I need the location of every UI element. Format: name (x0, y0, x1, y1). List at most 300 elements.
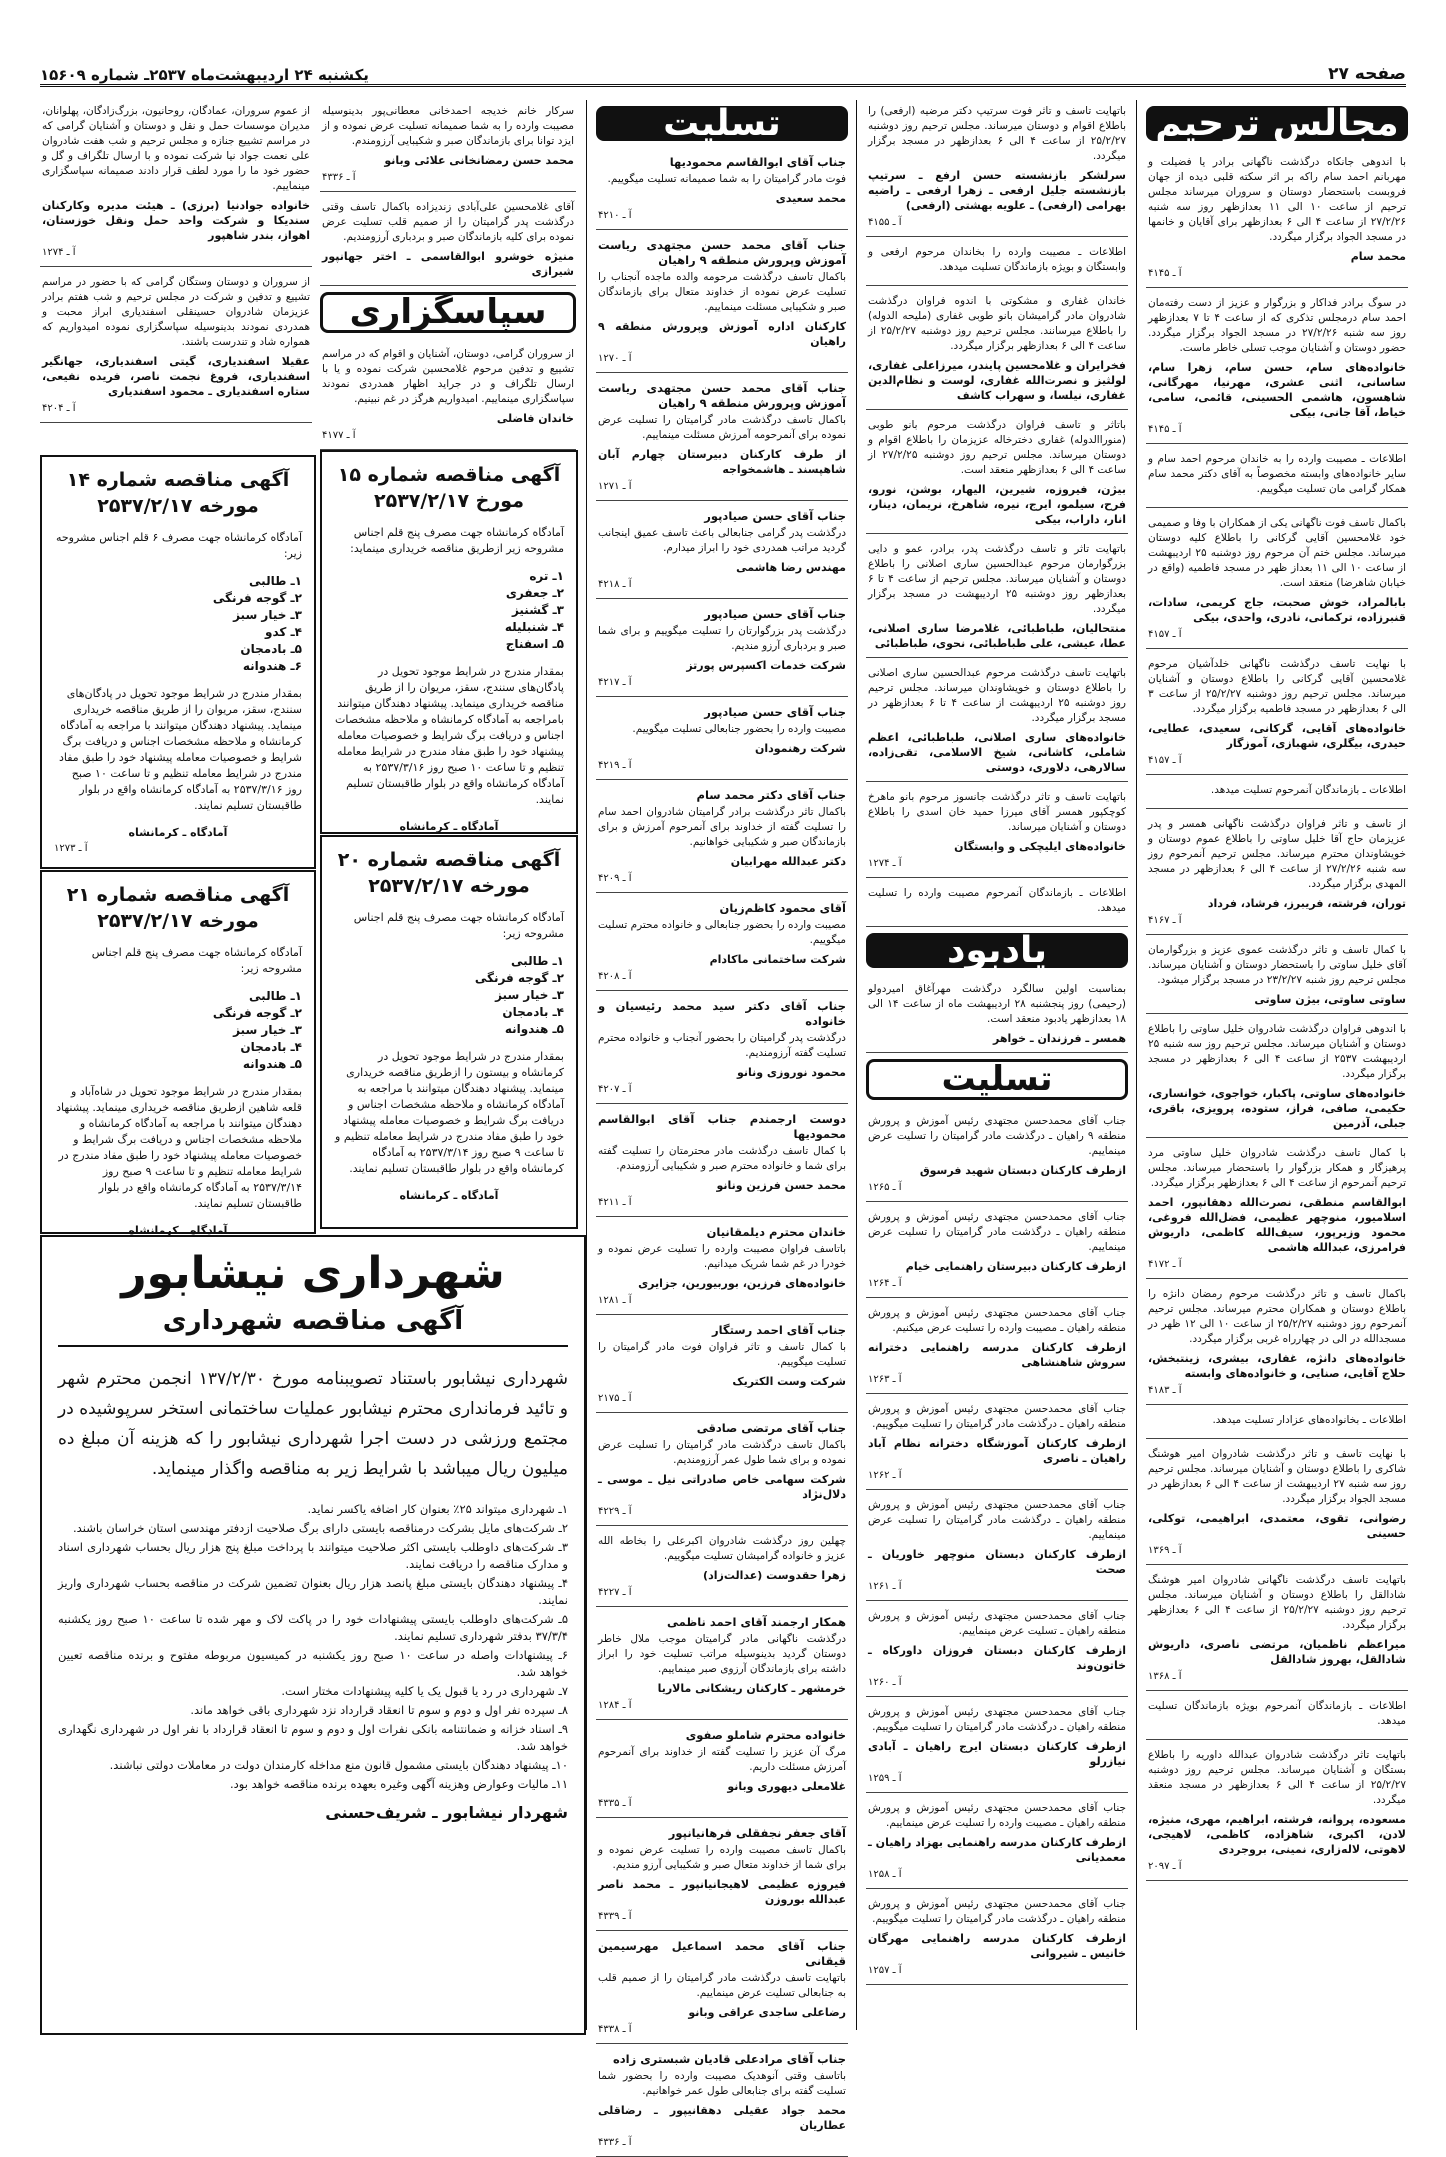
notice-code: آ ـ ۲۰۹۷ (1148, 1861, 1182, 1872)
notice-text: جناب آقای محمدحسن مجتهدی رئیس آموزش و پرورش منطقه راهیان ـ درگذشت مادر گرامیتان را تسلیت میگوییم. (868, 1403, 1126, 1430)
notice-code: آ ـ ۴۲۰۸ (598, 971, 632, 982)
notice (40, 271, 312, 423)
notice-signature: محمد حسن فرزین ونانو (716, 1179, 846, 1192)
notice-code: آ ـ ۱۲۷۴ (868, 858, 902, 869)
notice (320, 100, 576, 192)
notice-signature: محمد جواد عقیلی دهقانیپور ـ رضاقلی عطاریان (598, 2104, 846, 2132)
tender-title: آگهی مناقصه شماره ۲۱ (66, 884, 290, 906)
notice (866, 241, 1128, 286)
notice-addressee: جناب آقای مرتضی صادقی (696, 1421, 846, 1435)
notice (866, 1110, 1128, 1202)
tender-clause: ۱۰ـ پیشنهاد دهندگان بایستی مشمول قانون منع مداخله کارمندان دولت در معاملات دولتی نباشند. (109, 1758, 568, 1772)
notice-signature: محمد حسن رمضانخانی علائی وبانو (384, 154, 574, 167)
notice-code: آ ـ ۴۱۵۷ (1148, 629, 1182, 640)
tender-box-20 (320, 835, 578, 1229)
notice-text: چهلین روز درگذشت شادروان اکبرعلی را بخاطه الله عزیز و خانواده گرامیشان تسلیت میگوییم. (598, 1535, 846, 1562)
column-rule (1136, 100, 1137, 2030)
notice-code: آ ـ ۱۲۷۱ (598, 481, 632, 492)
notice-code: آ ـ ۴۲۱۹ (598, 760, 632, 771)
notice (866, 1797, 1128, 1889)
tender-item: ۵ـ هندوانه (242, 1057, 302, 1071)
notice-signature: رضوانی، تقوی، معتمدی، ابراهیمی، توکلی، حسینی (1148, 1512, 1406, 1540)
tender-clause: ۴ـ پیشنهاد دهندگان بایستی مبلغ پانصد هزار ریال بعنوان تضمین شرکت در مناقصه بحساب شهرداری واریز نمایند. (58, 1576, 568, 1607)
notice-code: آ ـ ۴۲۱۷ (598, 677, 632, 688)
notice (1146, 1569, 1408, 1691)
notice-text: با اندوهی جانکاه درگذشت ناگهانی برادر یا فضیلت و مهربانم احمد سام راکه بر اثر سکته قلبی دیده از جهان فروبست باستحضار دوستان و سروران میرساند مجلس ترحیم از ساعت ۱۰ الی ۱۱ بعدازظهر روز سه شنبه ۲۷/۲/۲۶ از ساعت ۴ الی ۶ بعدازظهر برای آقایان و خانمها در مسجد الجواد برگزار میگردد. (1148, 156, 1407, 243)
notice-signature: شرکت سهامی خاص صادراتی نیل ـ موسی ـ دلال‌نژاد (598, 1473, 846, 1501)
tender-date: مورخ ۲۵۳۷/۲/۱۷ (374, 490, 524, 512)
memorial-notice (866, 978, 1128, 1053)
notice-text: باتاسف فراوان مصیبت وارده را تسلیت عرض نموده و خودرا در غم شما شریک میدانیم. (598, 1243, 846, 1270)
notice (866, 1206, 1128, 1298)
notice-text: با کمال تاسف و تاثر درگذشت عموی عزیز و بزرگوارمان آقای خلیل ساوتی را باستحضار دوستان و آشنایان میرساند. مجلس ترحیم روز شنبه ۲۳/۲/۲۷ در مسجد برگزار میشود. (1148, 944, 1406, 986)
notice-signature: شرکت ساختمانی ماکادام (709, 953, 846, 966)
notice-code: آ ـ ۴۱۸۳ (1148, 1385, 1182, 1396)
tender-title: آگهی مناقصه شماره ۱۵ (337, 464, 561, 486)
notice-code: آ ـ ۴۲۱۰ (598, 210, 632, 221)
notice (1146, 151, 1408, 288)
notice-text: مصیبت وارده را بحضور جنابعالی و خانواده محترم تسلیت میگوییم. (598, 919, 846, 946)
notice-text: باتاسف وقتی آنوهدیک مصیبت وارده را بحضور شما تسلیت گفته برای جنابعالی طول عمر خواهانیم. (598, 2070, 846, 2097)
notice-signature: ازطرف کارکنان مدرسه راهنمایی مهرگان خانیس ـ شیروانی (868, 1932, 1126, 1960)
notice-code: آ ـ ۴۱۴۵ (1148, 268, 1182, 279)
notice-signature: کارکنان اداره آموزش وپرورش منطقه ۹ راهیان (598, 320, 846, 348)
notice-signature: مهندس رضا هاشمی (736, 561, 846, 574)
tender-item: ۳ـ خیار سبز (233, 1023, 302, 1037)
tender-footer: آمادگاه ـ کرمانشاه (399, 1189, 499, 1202)
notice-signature: دکتر عبدالله مهرابیان (730, 855, 846, 868)
tender-intro: آمادگاه کرمانشاه جهت مصرف ۶ قلم اجناس مشروحه زیر: (55, 531, 302, 560)
condolence-list-2 (866, 1110, 1128, 1985)
notice-signature: فخرایران و غلامحسین پایندر، میرزاعلی غفاری، لولثیز و نصرت‌الله غفاری، لوست و نظام‌الدین غفاری، نیلسا، و سهراب کاشف (868, 359, 1126, 402)
tender-footer: آمادگاه ـ کرمانشاه (128, 826, 228, 839)
notice-addressee: آقای محمود کاظم‌زیان (719, 901, 846, 915)
tender-item: ۱ـ طالبی (249, 989, 302, 1003)
column-mourning (866, 100, 1128, 2030)
notice-text: جناب آقای محمدحسن مجتهدی رئیس آموزش و پرورش منطقه راهیان ـ تسلیت عرض مینماییم. (868, 1610, 1126, 1637)
notice (596, 1724, 848, 1818)
notice-code: آ ـ ۱۲۶۰ (868, 1677, 902, 1688)
notice-text: اطلاعات ـ بازماندگان آنمرحوم تسلیت میدهد. (1210, 784, 1406, 796)
tender-title: آگهی مناقصه شماره ۲۰ (337, 849, 561, 871)
notice-text: آقای غلامحسین علی‌آبادی زندیزاده باکمال تاسف وقتی درگذشت پدر گرامیتان را از صمیم قلب تسلیت عرض نموده برای کلیه بازماندگان صبر و بردباری آرزومندیم. (322, 201, 574, 243)
notice-addressee: جناب آقای حسن صیادپور (704, 705, 846, 719)
mourning-list (866, 100, 1128, 927)
tender-item: ۱ـ طالبی (511, 954, 564, 968)
notice-code: آ ـ ۱۲۷۰ (598, 353, 632, 364)
column-rule (586, 100, 587, 2030)
notice-signature: خانواده‌های ساوتی، پاکبار، خواجوی، خوانساری، حکیمی، صافی، فراز، ستوده، پرویزی، باقری، جبلی، آذرمین (1148, 1087, 1406, 1130)
notice-code: آ ـ ۴۲۱۸ (598, 579, 632, 590)
column-thanks (320, 100, 576, 440)
notice-text: از سروران و دوستان وستگان گرامی که با حضور در مراسم تشییع و تدفین و شرکت در مجلس ترحیم و شب هفتم برادر عزیزمان شادروان حسینقلی اسفندیاری ابراز محبت و همدردی نمودند بدینوسیله سپاسگزاری نموده امیدواریم که همواره شاد و تندرست باشند. (42, 276, 310, 348)
notice-addressee: آقای جعفر نجفقلی فرهانیانپور (668, 1826, 846, 1840)
notice-text: اطلاعات ـ مصیبت وارده را بخاندان مرحوم ارفعی و وابستگان و بویژه بازماندگان تسلیت میدهد. (868, 246, 1126, 273)
notice-code: آ ـ ۱۳۶۹ (1148, 1545, 1182, 1556)
notice-addressee: جناب آقای حسن صیادپور (704, 509, 846, 523)
memorial-banner: یادبود (866, 933, 1128, 968)
notice-text: جناب آقای محمدحسن مجتهدی رئیس آموزش و پرورش منطقه راهیان ـ مصیبت وارده را تسلیت عرض میکنیم. (868, 1307, 1126, 1334)
tender-items (54, 573, 302, 675)
notice (1146, 448, 1408, 508)
memorial-text: بمناسبت اولین سالگرد درگذشت مهرآغاق امیردولو (رحیمی) روز پنجشنبه ۲۸ اردیبهشت ماه از ساعت ۱۴ الی ۱۸ بعدازظهر یادبود منعقد است. (868, 983, 1126, 1025)
tender-item: ۵ـ هندوانه (504, 1022, 564, 1036)
notice-text: از تاسف و تاثر فراوان درگذشت ناگهانی همسر و پدر عزیزمان حاج آقا خلیل ساوتی را باطلاع عموم دوستان و خویشاوندان محترم میرساند. مجلس ترحیم آنمرحوم روز سه شنبه ۲۷/۲/۲۶ از ساعت ۴ الی ۶ بعدازظهر در مسجد المهدی برگزار میگردد. (1148, 818, 1406, 890)
notice-code: آ ـ ۴۳۳۶ (322, 172, 356, 183)
notice-text: سرکار خانم خدیجه احمدخانی معطانی‌پور بدینوسیله مصیبت وارده را به شما صمیمانه تسلیت عرض نموده و از ایزد توانا برای بازماندگان صبر و شکیبایی آرزومندم. (322, 105, 574, 147)
notice-text: اطلاعات ـ بازماندگان آنمرحوم بویژه بازماندگان تسلیت میدهد. (1148, 1700, 1406, 1727)
notice-signature: خرمشهر ـ کارکنان ریشکانی مالاریا (657, 1682, 846, 1695)
notice-text: درگذشت ناگهانی مادر گرامیتان موجب ملال خاطر دوستان گردید بدینوسیله مراتب تسلیت خود را ابراز داشته برای بازماندگان آرزوی صبر مینماییم. (598, 1633, 846, 1675)
notice (866, 414, 1128, 534)
tender-clause: ۱ـ شهرداری میتواند ۲۵٪ بعنوان کار اضافه یاکسر نماید. (307, 1502, 568, 1516)
notice (1146, 1744, 1408, 1881)
notice-text: باکمال تاسف درگذشت مادر گرامیتان را تسلیت عرض نموده برای آنمرحومه آمرزش مسئلت مینماییم. (598, 414, 846, 441)
notice-text: باتاثر و تاسف فراوان درگذشت مرحوم بانو طوبی (منوراالدوله) غفاری دخترخاله عزیزمان را باطلاع اقوام و دوستان میرساند. مجلس ترحیم روز دوشنبه ۲۷/۲/۲۵ از ساعت ۴ الی ۶ بعدازظهر منعقد است. (868, 419, 1126, 476)
notice-addressee: خاندان محترم دیلمقانیان (706, 1225, 846, 1239)
column-thanks-2 (40, 100, 312, 440)
tender-item: ۴ـ شنبلیله (504, 620, 564, 634)
tender-item: ۲ـ گوجه فرنگی (212, 1006, 302, 1020)
notice-text: اطلاعات ـ بازماندگان آنمرحوم مصیبت وارده را تسلیت میدهد. (868, 887, 1126, 914)
tender-clause: ۱۱ـ مالیات وعوارض وهزینه آگهی وغیره بعهده برنده مناقصه خواهد بود. (230, 1777, 568, 1791)
notice (1146, 292, 1408, 444)
condolence-banner-2: تسلیت (866, 1059, 1128, 1100)
notice (866, 1494, 1128, 1601)
notice-code: آ ـ ۴۱۵۷ (1148, 755, 1182, 766)
notice-text: با کمال تاسف و تاثر فراوان فوت مادر گرامیتان را تسلیت میگوییم. (598, 1341, 846, 1368)
tender-item: ۴ـ بادمجان (240, 1040, 302, 1054)
tender-item: ۴ـ کدو (265, 625, 302, 639)
tender-intro: آمادگاه کرمانشاه جهت مصرف پنج قلم اجناس مشروحه زیر: (91, 946, 302, 975)
notice-code: آ ـ ۱۲۸۱ (598, 1295, 632, 1306)
notice-signature: بیژن، فیروزه، شیرین، الیهار، بوشن، نورو، فرح، سیلمو، ایرج، نیره، شاهرخ، نریمان، دینار، انار، داراب، بیکی (868, 483, 1126, 526)
municipality-intro: شهرداری نیشابور باستناد تصویبنامه مورخ ۱۳۷/۲/۳۰ انجمن محترم شهر و تائید فرمانداری محترم نیشابور عملیات ساختمانی استخر سرپوشیده در مجتمع ورزشی در دست اجرا شهرداری نیشابور را که هزینه آن مبلغ ده میلیون ریال میباشد با شرایط زیر به مناقصه واگذار مینماید. (58, 1369, 568, 1479)
tender-code: آ ـ ۱۲۷۳ (54, 843, 88, 854)
notice (866, 1893, 1128, 1985)
notice (596, 1935, 848, 2044)
nishapur-tender-ad (40, 1235, 586, 2035)
notice (596, 995, 848, 1104)
gratitude-code: آ ـ ۴۱۷۷ (322, 430, 356, 441)
notice (1146, 779, 1408, 809)
notice-code: آ ـ ۴۲۲۹ (598, 1506, 632, 1517)
obituaries-banner: مجالس ترحیم (1146, 106, 1408, 141)
notice-signature: ازطرف کارکنان آموزشگاه دخترانه نظام آباد راهیان ـ ناصری (868, 1437, 1126, 1465)
notice-signature: شرکت وست الکتریک (732, 1375, 846, 1388)
notice (1146, 1018, 1408, 1138)
notice (866, 290, 1128, 410)
tender-clause: ۵ـ شرکت‌های داوطلب بایستی پیشنهادات خود را در پاکت لاک و مهر شده تا ساعت ۱۰ صبح روز یکشنبه ۳۷/۳/۴ بدفتر شهرداری تسلیم نمایند. (58, 1612, 568, 1643)
notice-code: آ ـ ۱۲۶۴ (868, 1278, 902, 1289)
notice (596, 1822, 848, 1931)
notice-code: آ ـ ۴۱۵۵ (868, 217, 902, 228)
notice (596, 1108, 848, 1217)
notice-text: با کمال تاسف درگذشت مادر محترمتان را تسلیت گفته برای شما و خانواده محترم صبر و شکیبایی آرزومندم. (598, 1145, 846, 1172)
notice-signature: خانواده‌های سام، حسن سام، زهرا سام، ساسانی، اثنی عشری، مهرنیا، مهرگانی، شاهسون، هاشمی الحسینی، قائمی، سامی، خیاط، آقا جانی، بیکی (1148, 361, 1406, 419)
notice-text: اطلاعات ـ بخانواده‌های عزادار تسلیت میدهد. (1212, 1414, 1406, 1426)
notice-signature: توران، فرشته، فریبرز، فرشاد، فرداد (1207, 897, 1406, 910)
notice-addressee: همکار ارجمند آقای احمد ناظمی (667, 1615, 846, 1629)
notice-signature: ازطرف کارکنان مدرسه راهنمایی دخترانه سروش شاهنشاهی (868, 1341, 1126, 1369)
notice (596, 603, 848, 697)
notice-addressee: جناب آقای ابوالقاسم محمودیها (669, 155, 846, 169)
tender-box-21 (40, 870, 316, 1237)
notice (596, 1611, 848, 1720)
notice-signature: خانواده‌های ایلیچکی و وابستگان (954, 840, 1126, 853)
tender-item: ۳ـ گشنیز (511, 603, 564, 617)
notice-signature: ازطرف کارکنان مدرسه راهنمایی بهزاد راهیان ـ معمدیانی (868, 1836, 1126, 1864)
tender-item: ۲ـ گوجه فرنگی (474, 971, 564, 985)
notice (1146, 1695, 1408, 1740)
notice-text: جناب آقای محمدحسن مجتهدی رئیس آموزش و پرورش منطقه راهیان ـ درگذشت مادر گرامیتان را تسلیت میگوییم. (868, 1898, 1126, 1925)
notice (866, 662, 1128, 782)
tender-clause: ۳ـ شرکت‌های داوطلب بایستی اکثر صلاحیت میتوانند با پرداخت مبلغ پنج هزار ریال بحساب شهرداری اسناد و مدارک مناقصه را دریافت نمایند. (58, 1540, 568, 1571)
notice-code: آ ـ ۴۱۴۵ (1148, 424, 1182, 435)
notice-text: باکمال تاسف درگذشت مادر گرامیتان را تسلیت عرض نموده و برای شما طول عمر آرزومندیم. (598, 1439, 846, 1466)
notice (596, 701, 848, 780)
notice-code: آ ـ ۱۲۵۸ (868, 1869, 902, 1880)
tender-item: ۳ـ خیار سبز (495, 988, 564, 1002)
notice (596, 234, 848, 373)
notice-signature: منتحالیان، طباطبائی، غلامرضا ساری اصلانی، عطا، عیشی، علی طباطبائی، نحوی، طباطبائی (868, 622, 1126, 650)
notice (866, 1605, 1128, 1697)
tender-item: ۱ـ تره (529, 569, 564, 583)
notice-code: آ ـ ۴۲۰۴ (42, 403, 76, 414)
notice-text: باتهایت تاثر درگذشت شادروان عبدالله داوریه را باطلاع بستگان و آشنایان میرساند. مجلس ترحیم روز دوشنبه ۲۵/۲/۲۷ از ساعت ۴ الی ۶ بعدازظهر در مسجد منعقد میگردد. (1148, 1749, 1407, 1806)
notice-code: آ ـ ۴۳۳۶ (598, 2137, 632, 2148)
tender-box-14 (40, 455, 316, 869)
notice-signature: عقیلا اسفندیاری، گیتی اسفندیاری، جهانگیر اسفندیاری، فروغ نجمت ناصر، فریده نفیعی، ستاره اسفندیاری ـ محمود اسفندیاری (42, 355, 310, 398)
tender-items (334, 568, 564, 653)
notice-addressee: دوست ارجمندم جناب آقای ابوالقاسم محمودیها (598, 1112, 846, 1141)
notice-signature: ابوالقاسم منطقی، نصرت‌الله دهقانپور، احمد اسلامیور، منوچهر عظیمی، فضل‌الله فروغی، محمود وزیرپور، سیف‌الله کاظمی، داریوش فرامرزی، عبدالله هاشمی (1148, 1196, 1406, 1254)
notice-signature: شرکت خدمات اکسپرس پورتز (686, 659, 846, 672)
column-rule (856, 100, 857, 2030)
notice-code: آ ـ ۴۱۶۷ (1148, 915, 1182, 926)
tender-date: مورخه ۲۵۳۷/۲/۱۷ (97, 910, 259, 932)
tender-title: آگهی مناقصه شماره ۱۴ (66, 469, 290, 491)
notice-text: جناب آقای محمدحسن مجتهدی رئیس آموزش و پرورش منطقه راهیان ـ درگذشت مادر گرامیتان را تسلیت میگوییم. (868, 1706, 1126, 1733)
notice-addressee: جناب آقای مرادعلی قادیان شبستری زاده (612, 2052, 846, 2066)
municipality-subtitle: آگهی مناقصه شهرداری (58, 1303, 568, 1347)
column-obituaries (1146, 100, 1408, 2030)
notice-code: آ ـ ۴۱۷۲ (1148, 1259, 1182, 1270)
tender-clause: ۶ـ پیشنهادات واصله در ساعت ۱۰ صبح روز یکشنبه در کمیسیون مربوطه مفتوح و برنده مناقصه تعیین خواهد شد. (58, 1648, 568, 1679)
gratitude-notice (320, 343, 576, 450)
notice-signature: ازطرف کارکنان دبستان فروزان داورکاه ـ خاتون‌وند (868, 1644, 1126, 1672)
tender-item: ۲ـ جعفری (505, 586, 564, 600)
notice-signature: منیژه خوشرو ابوالقاسمی ـ اختر جهانپور شیرازی (322, 250, 574, 278)
notice (1146, 1283, 1408, 1405)
notice (1146, 939, 1408, 1014)
notice-code: آ ـ ۴۲۱۱ (598, 1197, 632, 1208)
notice-addressee: جناب آقای محمد حسن مجتهدی ریاست آموزش وپرورش منطقه ۹ راهیان (598, 381, 846, 410)
notice-code: آ ـ ۱۲۸۴ (598, 1700, 632, 1711)
notice-signature: ازطرف کارکنان دبستان شهید فرسوق (919, 1164, 1126, 1177)
notice-signature: غلامعلی دیهوری وبانو (727, 1780, 846, 1793)
notice-addressee: جناب آقای احمد رستگار (711, 1323, 846, 1337)
municipality-title: شهرداری نیشابور (121, 1248, 505, 1299)
notice (596, 1319, 848, 1413)
notice-code: آ ـ ۲۱۷۵ (598, 1393, 632, 1404)
notice-text: خاندان غفاری و مشکوتی با اندوه فراوان درگذشت شادروان مادر گرامیشان بانو طوبی غفاری (ملیحه الدوله) را باطلاع میرسانند. مجلس ترحیم روز دوشنبه ۲۵/۲/۲۷ از ساعت ۴ الی ۶ بعدازظهر برگزار میگردد. (868, 295, 1127, 352)
notice (866, 100, 1128, 237)
tender-clause: ۲ـ شرکت‌های مایل بشرکت درمناقصه بایستی دارای برگ صلاحیت ازدفتر مهندسی استان خراسان باشند. (73, 1521, 568, 1535)
notice-signature: فیروزه عظیمی لاهیجانیانپور ـ محمد ناصر عبدالله بوروزن (598, 1878, 846, 1906)
notice-text: جناب آقای محمدحسن مجتهدی رئیس آموزش و پرورش منطقه راهیان ـ مصیبت وارده را تسلیت عرض مینماییم. (868, 1802, 1126, 1829)
tender-body: بمقدار مندرج در شرایط موجود تحویل در پادگان‌های سنندج، سقز، مریوان را از طریق مناقصه خریداری مینماید. پیشنهاد دهندگان میتوانند بامراجعه به آمادگاه کرمانشاه و ملاحظه مشخصات اجناس و دریافت برگ شرایط و خصوصیات معامله پیشنهاد خود را طبق مفاد مندرج در شرایط معامله تنظیم و تا ساعت ۱۰ صبح روز ۲۵۳۷/۳/۱۶ به آمادگاه کرمانشاه واقع در بلوار طاقبستان تسلیم نمایند. (334, 665, 564, 806)
notice-text: مصیبت وارده را بحضور جنابعالی تسلیت میگوییم. (632, 723, 846, 735)
notice-text: در سوگ برادر فداکار و بزرگوار و عزیز از دست رفته‌مان احمد سام درمجلس تذکری که از ساعت ۴ تا ۷ بعدازظهر روز سه شنبه ۲۷/۲/۲۶ در مسجد الجواد برگزار میگردد. حضور دوستان و آشنایان موجب تسلی خاطر ماست. (1148, 297, 1406, 354)
notice-signature: مسعوده، پروانه، فرشته، ابراهیم، مهری، منیژه، لادن، اکبری، شاهزاده، کاظمی، لاهیجی، لاهوتی، لاله‌زاری، نمینی، بروجردی (1148, 1813, 1406, 1856)
notice-text: فوت مادر گرامیتان را به شما صمیمانه تسلیت میگوییم. (607, 173, 846, 185)
notice-text: مرگ آن عزیز را تسلیت گفته از خداوند برای آنمرحوم آمرزش مسئلت داریم. (598, 1746, 846, 1773)
notice (596, 377, 848, 501)
notice-text: جناب آقای محمدحسن مجتهدی رئیس آموزش و پرورش منطقه راهیان ـ درگذشت مادر گرامیتان را تسلیت عرض مینماییم. (868, 1499, 1126, 1541)
mayor-signature: شهردار نیشابور ـ شریف‌حسنی (325, 1803, 568, 1822)
notice-addressee: جناب آقای دکتر محمد سام (696, 788, 846, 802)
notice-signature: از طرف کارکنان دبیرستان چهارم آبان شاهپسند ـ هاشمخواجه (598, 448, 846, 476)
tender-box-15 (320, 450, 578, 834)
notice-text: باکمال تاسف مصیبت وارده را تسلیت عرض نموده و برای شما از خداوند متعال صبر و شکیبایی آرزو مندیم. (598, 1844, 846, 1871)
notice-signature: محمد سعیدی (775, 192, 846, 205)
notice-text: با نهایت تاسف درگذشت ناگهانی خلدآشیان مرحوم غلامحسین آقایی گرکانی را باطلاع دوستان و آشنایان میرساند. مجلس ترحیم روز دوشنبه ۲۵/۲/۲۷ از ساعت ۳ الی ۶ بعدازظهر در مسجد فاطمیه برگزار میگردد. (1148, 658, 1406, 715)
notice-text: باتهایت تاسف درگذشت ناگهانی شادروان امیر هوشنگ شادالقل را باطلاع دوستان و آشنایان میرساند. مجلس ترحیم روز دوشنبه ۲۵/۲/۲۷ از ساعت ۴ الی ۶ بعدازظهر برگزار میگردد. (1148, 1574, 1406, 1631)
tender-date: مورخه ۲۵۳۷/۲/۱۷ (368, 875, 530, 897)
thanks-notices-2 (40, 100, 312, 423)
notice-code: آ ـ ۱۲۷۴ (42, 247, 76, 258)
tender-item: ۱ـ طالبی (249, 574, 302, 588)
notice-text: با نهایت تاسف و تاثر درگذشت شادروان امیر هوشنگ شاکری را باطلاع دوستان و آشنایان میرساند. مجلس ترحیم روز سه شنبه ۲۷ اردیبهشت از ساعت ۴ الی ۶ بعدازظهر در مسجد الجواد برگزار میگردد. (1148, 1448, 1407, 1505)
tender-date: مورخه ۲۵۳۷/۲/۱۷ (97, 495, 259, 517)
notice-text: درگذشت پدر بزرگوارتان را تسلیت میگوییم و برای شما صبر و بردباری آرزو مندیم. (598, 625, 846, 652)
notice (866, 1398, 1128, 1490)
notice-text: باکمال تاسف و تاثر درگذشت مرحوم رمضان دانژه را باطلاع دوستان و همکاران محترم میرساند. مجلس ترحیم آنمرحوم روز دوشنبه ۲۵/۲/۲۷ از ساعت ۱۰ الی ۱۲ ظهر در مسجدالله در الی در چهارراه غربی برگزار میگردد. (1148, 1288, 1406, 1345)
notice (40, 100, 312, 267)
tender-item: ۵ـ اسفناج (505, 637, 564, 651)
notice (866, 882, 1128, 927)
tender-footer: آمادگاه ـ کرمانشاه (128, 1224, 228, 1237)
notice-signature: میراعظم ناظمیان، مرتضی ناصری، داریوش شادالقل، بهروز شادالقل (1148, 1638, 1406, 1666)
notice-code: آ ـ ۴۲۰۷ (598, 1084, 632, 1095)
notice-text: باتهایت تاسف و تاثر درگذشت جانسوز مرحوم بانو ماهرخ کوچکپور همسر آقای میرزا حمید خان اسدی را باطلاع دوستان و آشنایان میرساند. (868, 791, 1126, 833)
notice-text: باتهایت تاثر و تاسف درگذشت پدر، برادر، عمو و دایی بزرگوارمان مرحوم عبدالحسین ساری اصلانی را باطلاع دوستان و آشنایان میرساند. مجلس ترحیم از ساعت ۴ تا ۶ بعدازظهر روز دوشنبه ۲۵ اردیبهشت در مسجد برگزار میگردد. (868, 543, 1127, 615)
tender-item: ۴ـ بادمجان (502, 1005, 564, 1019)
notice-signature: ازطرف کارکنان دبیرستان راهنمایی خیام (905, 1260, 1126, 1273)
tender-clause: ۸ـ سپرده نفر اول و دوم و سوم تا انعقاد قرارداد نزد شهرداری باقی خواهد ماند. (190, 1703, 568, 1717)
notice-text: باتهایت تاسف و تاثر فوت سرتیپ دکتر مرضیه (ارفعی) را باطلاع اقوام و دوستان میرساند. مجلس ترحیم روز دوشنبه ۲۵/۲/۲۷ از ساعت ۴ الی ۶ بعدازظهر در مسجد برگزار میگردد. (868, 105, 1127, 162)
notice-signature: خانواده‌های آقایی، گرکانی، سعیدی، عطایی، حیدری، بیگلری، شهبازی، آموزگار (1148, 722, 1406, 750)
date-issue-line: یکشنبه ۲۴ اردیبهشت‌ماه ۲۵۳۷ـ شماره ۱۵۶۰۹ (40, 66, 369, 84)
notice-signature: ساوتی ساوتی، بیژن ساوتی (1254, 993, 1406, 1006)
notice-signature: زهرا حقدوست (عدالت‌زاد) (703, 1569, 846, 1582)
notice-signature: خانواده‌های فرزین، بوربیورین، جزایری (638, 1277, 846, 1290)
tender-clause: ۷ـ شهرداری در رد یا قبول یک یا کلیه پیشنهادات مختار است. (281, 1684, 568, 1698)
notice-signature: ازطرف کارکنان دبستان منوچهر خاوریان ـ صحت (868, 1548, 1126, 1576)
notice (1146, 653, 1408, 775)
notice-code: آ ـ ۴۳۳۹ (598, 1911, 632, 1922)
tender-intro: آمادگاه کرمانشاه جهت مصرف پنج قلم اجناس مشروحه زیر ازطریق مناقصه خریداری مینماید: (350, 526, 564, 555)
notice (596, 2048, 848, 2157)
notice (1146, 1142, 1408, 1279)
page-number: صفحه ۲۷ (1328, 64, 1406, 84)
tender-items (334, 953, 564, 1038)
notice-signature: سرلشکر بازنشسته حسن ارفع ـ سرتیپ بازنشسته جلیل ارفعی ـ زهرا ارفعی ـ راضیه بهرامی (ارفعی) ـ علویه بهشتی (ارفعی) (868, 169, 1126, 212)
notice-code: آ ـ ۱۲۵۹ (868, 1773, 902, 1784)
tender-body: بمقدار مندرج در شرایط موجود تحویل در شاه‌آباد و قلعه شاهین ازطریق مناقصه خریداری مینماید. پیشنهاد دهندگان میتوانند با مراجعه به آمادگاه کرمانشاه و ملاحظه مشخصات اجناس و دریافت برگ شرایط و خصوصیات معامله پیشنهاد خود را طبق مفاد مندرج در شرایط معامله تنظیم و تا ساعت ۹ صبح روز ۲۵۳۷/۳/۱۴ به آمادگاه کرمانشاه واقع در بلوار طاقبستان تسلیم نمایند. (56, 1085, 302, 1210)
notice-text: جناب آقای محمدحسن مجتهدی رئیس آموزش و پرورش منطقه راهیان ـ درگذشت مادر گرامیتان را تسلیت عرض مینماییم. (868, 1211, 1126, 1253)
notice (320, 196, 576, 286)
notice-addressee: جناب آقای حسن صیادپور (704, 607, 846, 621)
tender-clauses (58, 1501, 568, 1793)
notice-text: باکمال تاسف فوت ناگهانی یکی از همکاران با وفا و صمیمی خود غلامحسین آقایی گرکانی را باطلاع کلیه دوستان میرساند. مجلس ختم آن مرحوم روز دوشنبه ۲۵ اردیبهشت از ساعت ۱۰ الی ۱۱ بعداز ظهر در مسجد فاطمیه (واقع در خیابان شاهرضا) منعقد است. (1148, 517, 1406, 589)
page-header (40, 52, 1406, 87)
thanks-notices (320, 100, 576, 286)
notice (1146, 1409, 1408, 1439)
notice-text: باتهایت تاسف درگذشت مرحوم عبدالحسین ساری اصلانی را باطلاع دوستان و خویشاوندان میرساند. مجلس ترحیم روز دوشنبه ۲۵ اردیبهشت از ساعت ۴ تا ۶ بعدازظهر در مسجد برگزار میگردد. (868, 667, 1127, 724)
notice-addressee: خانواده محترم شاملو صفوی (685, 1728, 846, 1742)
notice-code: آ ـ ۱۳۶۸ (1148, 1671, 1182, 1682)
notice-text: درگذشت پدر گرامیتان را بحضور آنجناب و خانواده محترم تسلیت گفته آرزومندیم. (598, 1032, 846, 1059)
notice (866, 538, 1128, 658)
obituary-list (1146, 151, 1408, 1881)
notice (866, 1701, 1128, 1793)
tender-footer: آمادگاه ـ کرمانشاه (399, 820, 499, 833)
notice-text: با اندوهی فراوان درگذشت شادروان خلیل ساوتی را باطلاع دوستان و آشنایان میرساند. مجلس ترحیم روز سه شنبه ۲۵ اردیبهشت ۲۵۳۷ از ساعت ۴ الی ۶ بعدازظهر در مسجد برگزار میگردد. (1148, 1023, 1407, 1080)
notice-code: آ ـ ۱۲۶۱ (868, 1581, 902, 1592)
notice-addressee: جناب آقای دکتر سید محمد رئیسیان و خانواده (598, 999, 846, 1028)
notice (866, 786, 1128, 878)
tender-items (54, 988, 302, 1073)
notice-code: آ ـ ۴۳۳۵ (598, 1798, 632, 1809)
notice-signature: خانواده‌های دانژه، غفاری، بیشری، زینتبخش، حلاج آقایی، صنایی، و خانواده‌های وابسته (1148, 1352, 1406, 1380)
tender-body: بمقدار مندرج در شرایط موجود تحویل در پادگان‌های سنندج، سقز، مریوان را از طریق مناقصه خریداری مینماید. پیشنهاد دهندگان میتوانند با مراجعه به آمادگاه کرمانشاه و ملاحظه مشخصات اجناس و دریافت برگ شرایط و خصوصیات معامله پیشنهاد خود را طبق مفاد مندرج در شرایط معامله تنظیم و تا ساعت ۱۰ صبح روز ۲۵۳۷/۳/۱۶ به آمادگاه کرمانشاه واقع در بلوار طاقبستان تسلیم نمایند. (58, 687, 302, 812)
column-condolences (596, 100, 848, 2148)
tender-item: ۲ـ گوجه فرنگی (212, 591, 302, 605)
notice-text: درگذشت پدر گرامی جنابعالی باعث تاسف عمیق اینجانب گردید مراتب همدردی خود را ابراز میدارم. (598, 527, 846, 554)
notice (1146, 512, 1408, 649)
notice (596, 151, 848, 230)
notice-signature: رضاعلی ساجدی عراقی وبانو (688, 2006, 846, 2019)
notice-code: آ ـ ۴۲۰۹ (598, 873, 632, 884)
condolence-list (596, 151, 848, 2157)
notice-signature: محمد سام (1350, 250, 1406, 263)
tender-item: ۳ـ خیار سبز (233, 608, 302, 622)
tender-item: ۶ـ هندوانه (242, 659, 302, 673)
notice-signature: ازطرف کارکنان دبستان ایرج راهیان ـ آبادی نیازرلو (868, 1740, 1126, 1768)
notice-text: با کمال تاسف درگذشت شادروان خلیل ساوتی مرد پرهیزگار و همکار بزرگوار را باستحضار میرساند. مجلس ترحیم آنمرحوم از ساعت ۴ الی ۶ بعدازظهر برگزار میگردد. (1148, 1147, 1406, 1189)
notice (866, 1302, 1128, 1394)
notice-code: آ ـ ۴۲۲۷ (598, 1587, 632, 1598)
notice (1146, 1443, 1408, 1565)
gratitude-banner: سپاسگزاری (320, 292, 576, 333)
tender-body: بمقدار مندرج در شرایط موجود تحویل در کرمانشاه و بیستون را ازطریق مناقصه خریداری مینماید. پیشنهاد دهندگان میتوانند با مراجعه به آمادگاه کرمانشاه و ملاحظه مشخصات اجناس و دریافت برگ شرایط و خصوصیات معامله پیشنهاد خود را طبق مفاد مندرج در شرایط معامله تنظیم و تا ساعت ۹ صبح روز ۲۵۳۷/۳/۱۴ به آمادگاه کرمانشاه واقع در بلوار طاقبستان تسلیم نمایند. (335, 1050, 564, 1175)
notice-signature: بابالمراد، خوش صحبت، جاج کریمی، سادات، قنبرزاده، ترکمانی، نادری، واحدی، بیکی (1148, 596, 1406, 624)
notice-text: اطلاعات ـ مصیبت وارده را به خاندان مرحوم احمد سام و سایر خانواده‌های وابسته مخصوصاً به آقای دکتر محمد سام همکار گرامی مان تسلیت میگوییم. (1148, 453, 1406, 495)
notice-signature: خانواده‌های ساری اصلانی، طباطبائی، اعظم شاملی، کاشانی، شیخ الاسلامی، تقی‌زاده، سالارهی، دلاوری، دوستی (868, 731, 1126, 774)
notice-text: جناب آقای محمدحسن مجتهدی رئیس آموزش و پرورش منطقه ۹ راهیان ـ درگذشت مادر گرامیتان را تسلیت عرض مینماییم. (868, 1115, 1127, 1157)
notice-code: آ ـ ۱۲۶۲ (868, 1470, 902, 1481)
notice (596, 1530, 848, 1607)
notice-signature: خانواده جوادنیا (برزی) ـ هیئت مدیره وکارکنان سندیکا و شرکت واحد حمل ونقل خوزستان، اهواز، بندر شاهپور (42, 199, 310, 242)
notice (596, 897, 848, 991)
notice (596, 1417, 848, 1526)
memorial-signature: همسر ـ فرزندان ـ خواهر (993, 1032, 1126, 1045)
notice-code: آ ـ ۱۲۶۳ (868, 1374, 902, 1385)
gratitude-signature: خاندان فاضلی (496, 412, 574, 425)
notice-addressee: جناب آقای محمد اسماعیل مهرسیمین قیقانی (598, 1939, 846, 1968)
